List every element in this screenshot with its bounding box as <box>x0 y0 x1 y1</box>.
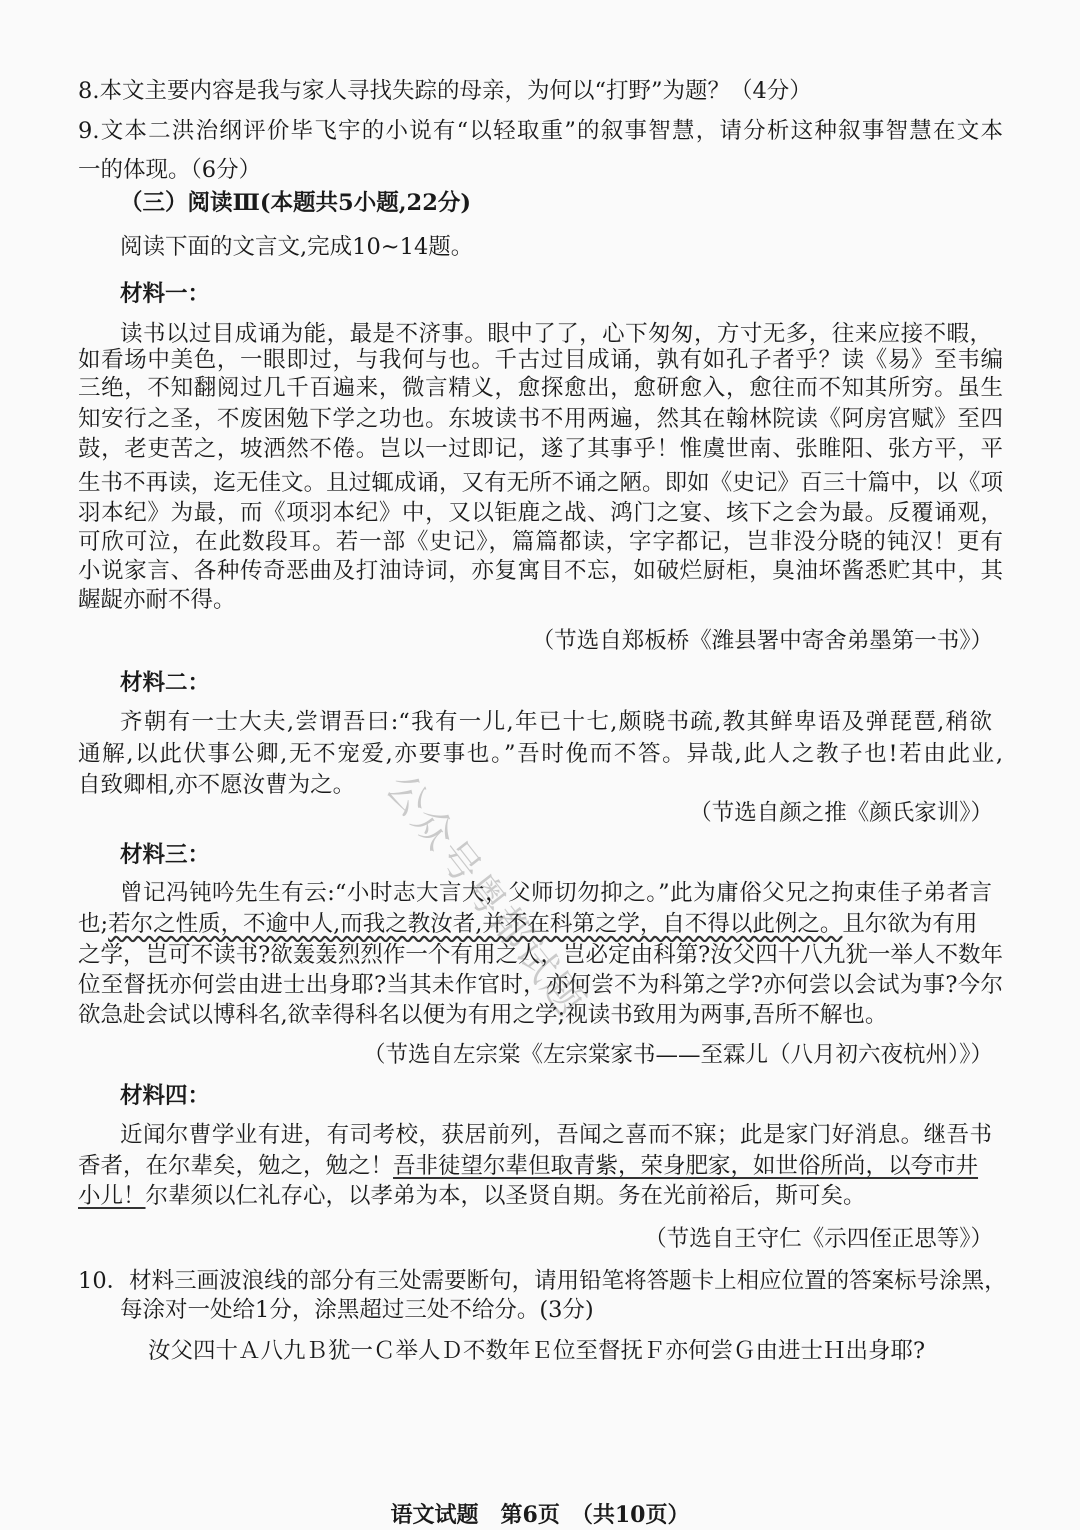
material-2-source: （节选自颜之推《颜氏家训》） <box>689 800 993 826</box>
section-instruction: 阅读下面的文言文,完成10~14题。 <box>120 234 474 260</box>
material-3-line: 欲急赴会试以博科名,欲幸得科名以便为有用之学;视读书致用为两事,吾所不解也。 <box>78 1002 888 1028</box>
material-4-source: （节选自王守仁《示四侄正思等》） <box>644 1226 993 1252</box>
material-3-source: （节选自左宗棠《左宗棠家书——至霖儿（八月初六夜杭州）》） <box>362 1042 993 1068</box>
material-1-source: （节选自郑板桥《潍县署中寄舍弟墨第一书》） <box>531 628 993 654</box>
watermark: 公众号粤都试题 <box>376 765 594 1026</box>
question-10-line-2: 每涂对一处给1分，涂黑超过三处不给分。(3分) <box>120 1297 594 1323</box>
material-1-label: 材料一： <box>120 281 211 307</box>
material-4-line: 近闻尔曹学业有进，有司考校，获居前列，吾闻之喜而不寐；此是家门好消息。继吾书 <box>120 1122 992 1148</box>
question-10-line-1: 10．材料三画波浪线的部分有三处需要断句，请用铅笔将答题卡上相应位置的答案标号涂黑， <box>78 1268 1007 1294</box>
material-1-line: 读书以过目成诵为能，最是不济事。眼中了了，心下匆匆，方寸无多，往来应接不暇， <box>120 321 992 347</box>
material-1-line: 龌龊亦耐不得。 <box>78 587 236 613</box>
material-1-line: 羽本纪》为最，而《项羽本纪》中，又以钜鹿之战、鸿门之宴、垓下之会为最。反覆诵观， <box>78 500 1003 526</box>
material-1-line: 三绝，不知翻阅过几千百遍来，微言精义，愈探愈出，愈研愈入，愈往而不知其所穷。虽生 <box>78 375 1003 401</box>
question-9-line-1: 9.文本二洪治纲评价毕飞宇的小说有“以轻取重”的叙事智慧，请分析这种叙事智慧在文本 <box>78 118 1003 144</box>
material-3-label: 材料三： <box>120 842 211 868</box>
material-1-line: 鼓，老吏苦之，坡洒然不倦。岂以一过即记，遂了其事乎！惟虞世南、张睢阳、张方平，平 <box>78 436 1003 462</box>
material-2-label: 材料二： <box>120 670 211 696</box>
wavy-underlined-sentence: 若尔之性质，不逾中人,而我之教汝者,并不在科第之学，自不得以此例之。 <box>108 911 843 937</box>
text-segment: 也; <box>78 911 109 937</box>
material-2-line: 通解,以此伏事公卿,无不宠爱,亦要事也。”吾时俛而不答。异哉,此人之教子也!若由此业, <box>78 741 1003 767</box>
section-title: （三）阅读Ⅲ(本题共5小题,22分) <box>120 190 471 216</box>
question-9-line-2: 一的体现。（6分） <box>78 157 262 183</box>
material-4-label: 材料四： <box>120 1083 211 1109</box>
material-1-line: 可欣可泣，在此数段耳。若一部《史记》，篇篇都读，字字都记，岂非没分晓的钝汉！更有 <box>78 529 1003 555</box>
text-segment: 尔辈须以仁礼存心，以孝弟为本，以圣贤自期。务在光前裕后，斯可矣。 <box>145 1183 866 1209</box>
material-4-line <box>78 1181 1003 1211</box>
text-segment: 且尔欲为有用 <box>842 911 978 937</box>
text-segment: 香者，在尔辈矣，勉之，勉之！ <box>78 1153 394 1179</box>
material-2-line: 齐朝有一士大夫,尝谓吾曰:“我有一儿,年已十七,颇晓书疏,教其鲜卑语及弹琵琶,稍欲 <box>120 709 992 735</box>
material-1-line: 如看场中美色，一眼即过，与我何与也。千古过目成诵，孰有如孔子者乎？读《易》至韦编 <box>78 347 1003 373</box>
material-4-line <box>78 1151 1003 1181</box>
question-8: 8.本文主要内容是我与家人寻找失踪的母亲，为何以“打野”为题？（4分） <box>78 78 812 104</box>
material-1-line: 生书不再读，迄无佳文。且过辄成诵，又有无所不诵之陋。即如《史记》百三十篇中，以《项 <box>78 470 1003 496</box>
material-2-line: 自致卿相,亦不愿汝曹为之。 <box>78 772 356 798</box>
underlined-sentence: 吾非徒望尔辈但取青紫，荣身肥家，如世俗所尚，以夸市井 <box>393 1153 979 1179</box>
page-footer: 语文试题 第6页 （共10页） <box>390 1502 690 1528</box>
material-1-line: 小说家言、各种传奇恶曲及打油诗词，亦复寓目不忘，如破烂厨柜，臭油坏酱悉贮其中，其 <box>78 558 1003 584</box>
material-3-line: 位至督抚亦何尝由进士出身耶?当其未作官时，亦何尝不为科第之学?亦何尝以会试为事?今尔 <box>78 972 1003 998</box>
material-3-line: 之学，岂可不读书?欲轰轰烈烈作一个有用之人，岂必定由科第?汝父四十八九犹一举人不数年 <box>78 942 1003 968</box>
question-10-options: 汝父四十Ａ八九Ｂ犹一Ｃ举人Ｄ不数年Ｅ位至督抚Ｆ亦何尝Ｇ由进士Ｈ出身耶? <box>148 1338 926 1364</box>
material-1-line: 知安行之圣，不废困勉下学之功也。东坡读书不用两遍，然其在翰林院读《阿房宫赋》至四 <box>78 406 1003 432</box>
underlined-sentence: 小儿！ <box>78 1183 146 1209</box>
material-3-line: 曾记冯钝吟先生有云:“小时志大言大，父师切勿抑之。”此为庸俗父兄之拘束佳子弟者言 <box>120 880 992 906</box>
